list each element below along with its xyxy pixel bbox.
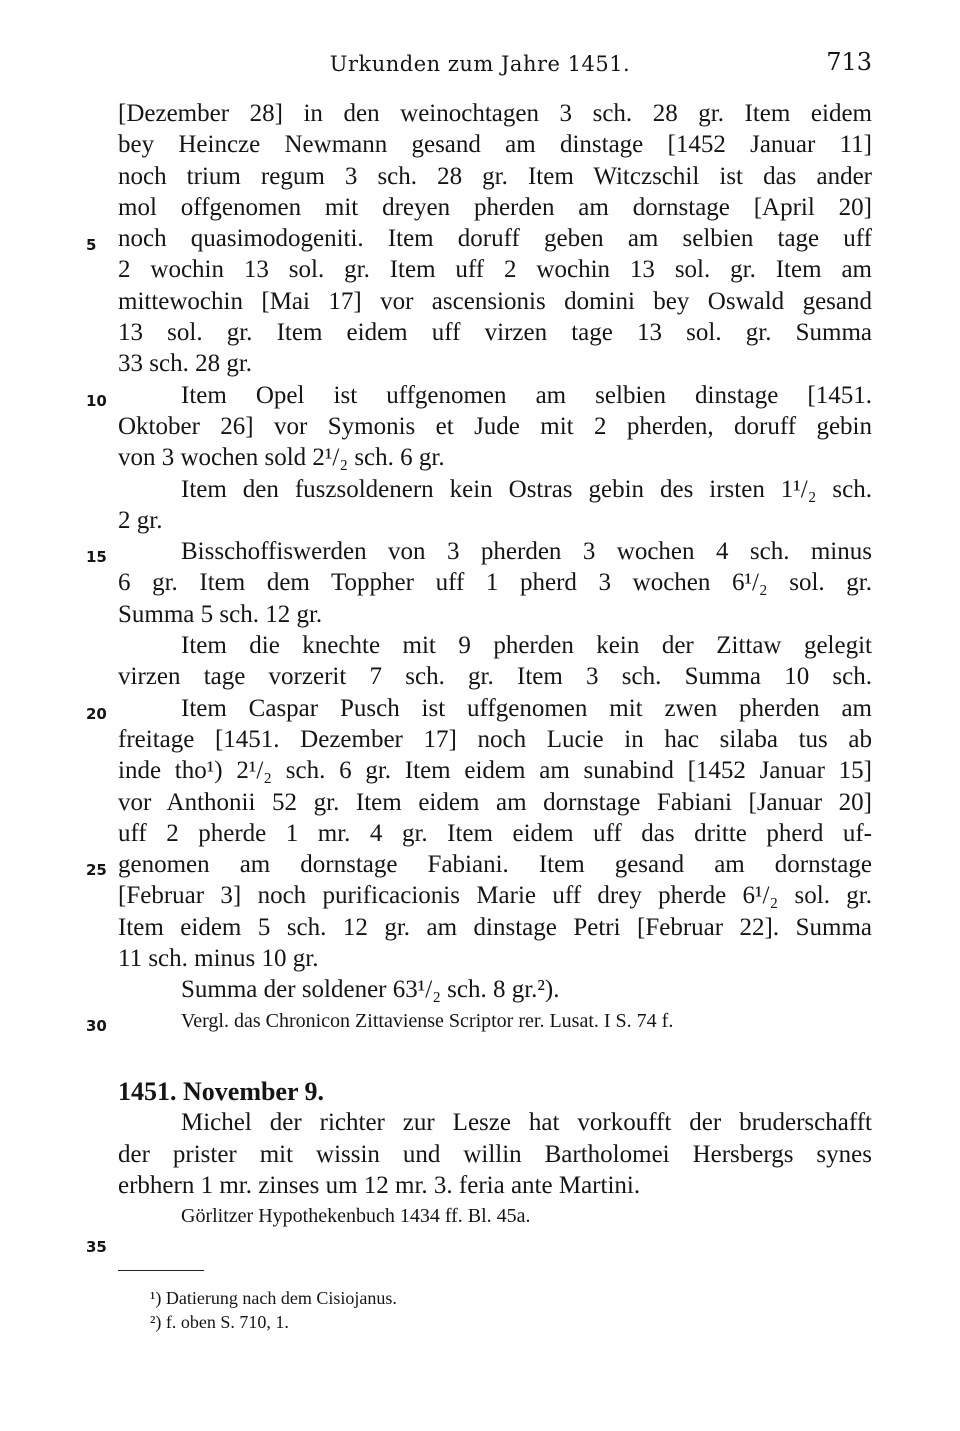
page-number: 713 <box>826 48 872 76</box>
text-line: genomen am dornstage Fabiani. Item gesand am dornstage <box>118 851 872 879</box>
text-line: inde tho¹) 2¹/₂ sch. 6 gr. Item eidem am sunabind [1452 Januar 15] <box>118 757 872 785</box>
text-line: Michel der richter zur Lesze hat vorkoufft der bruderschafft <box>181 1109 872 1137</box>
text-line: freitage [1451. Dezember 17] noch Lucie in hac silaba tus ab <box>118 725 872 753</box>
text-line: uff 2 pherde 1 mr. 4 gr. Item eidem uff das dritte pherd uf- <box>118 819 872 847</box>
text-line: erbhern 1 mr. zinses um 12 mr. 3. feria ante Martini. <box>118 1171 641 1199</box>
text-line: Item Opel ist uffgenomen am selbien dinstage [1451. <box>181 381 872 409</box>
footnotes <box>150 1286 850 1334</box>
text-line: 33 sch. 28 gr. <box>118 350 253 378</box>
line-number-25: 25 <box>86 861 107 879</box>
text-line: Item den fuszsoldenern kein Ostras gebin des irsten 1¹/₂ sch. <box>181 475 872 503</box>
text-line: [Februar 3] noch purificacionis Marie uff drey pherde 6¹/₂ sol. gr. <box>118 882 872 910</box>
text-line: Item die knechte mit 9 pherden kein der Zittaw gelegit <box>181 632 872 660</box>
line-number-15: 15 <box>86 548 107 566</box>
text-line: vor Anthonii 52 gr. Item eidem am dornstage Fabiani [Januar 20] <box>118 788 872 816</box>
text-line: Oktober 26] vor Symonis et Jude mit 2 pherden, doruff gebin <box>118 412 872 440</box>
source-note: Vergl. das Chronicon Zittaviense Scriptor rer. Lusat. I S. 74 f. <box>181 1009 674 1032</box>
text-line: Item eidem 5 sch. 12 gr. am dinstage Petri [Februar 22]. Summa <box>118 913 872 941</box>
text-line: mol offgenomen mit dreyen pherden am dornstage [April 20] <box>118 193 872 221</box>
text-line: von 3 wochen sold 2¹/₂ sch. 6 gr. <box>118 444 445 472</box>
text-line: Summa 5 sch. 12 gr. <box>118 600 323 628</box>
footnote-rule <box>118 1270 204 1271</box>
text-line: 2 wochin 13 sol. gr. Item uff 2 wochin 13 sol. gr. Item am <box>118 256 872 284</box>
text-line: 6 gr. Item dem Toppher uff 1 pherd 3 wochen 6¹/₂ sol. gr. <box>118 569 872 597</box>
source-note: Görlitzer Hypothekenbuch 1434 ff. Bl. 45a. <box>181 1205 531 1228</box>
text-line: [Dezember 28] in den weinochtagen 3 sch. 28 gr. Item eidem <box>118 100 872 127</box>
section-heading: 1451. November 9. <box>118 1076 325 1106</box>
text-line: der prister mit wissin und willin Bartholomei Hersbergs synes <box>118 1140 872 1168</box>
text-line: 2 gr. <box>118 506 163 534</box>
text-line: Item Caspar Pusch ist uffgenomen mit zwen pherden am <box>181 694 872 722</box>
text-line: noch trium regum 3 sch. 28 gr. Item Witczschil ist das ander <box>118 162 872 190</box>
footnote: ²) f. oben S. 710, 1. <box>150 1312 289 1332</box>
text-line: 13 sol. gr. Item eidem uff virzen tage 13 sol. gr. Summa <box>118 319 872 347</box>
line-number-35: 35 <box>86 1238 107 1256</box>
text-line: noch quasimodogeniti. Item doruff geben am selbien tage uff <box>118 225 872 253</box>
line-number-5: 5 <box>86 236 97 254</box>
line-number-20: 20 <box>86 705 107 723</box>
text-line: mittewochin [Mai 17] vor ascensionis domini bey Oswald gesand <box>118 287 872 315</box>
text-line: 11 sch. minus 10 gr. <box>118 945 319 973</box>
line-number-30: 30 <box>86 1017 107 1035</box>
text-line: bey Heincze Newmann gesand am dinstage [1452 Januar 11] <box>118 131 872 159</box>
text-line: Summa der soldener 63¹/₂ sch. 8 gr.²). <box>181 976 560 1004</box>
line-number-10: 10 <box>86 392 107 410</box>
text-line: Bisschoffiswerden von 3 pherden 3 wochen 4 sch. minus <box>181 538 872 566</box>
text-line: virzen tage vorzerit 7 sch. gr. Item 3 sch. Summa 10 sch. <box>118 663 872 691</box>
footnote: ¹) Datierung nach dem Cisiojanus. <box>150 1288 397 1308</box>
main-text <box>118 98 872 1232</box>
running-header: Urkunden zum Jahre 1451. <box>329 52 631 76</box>
